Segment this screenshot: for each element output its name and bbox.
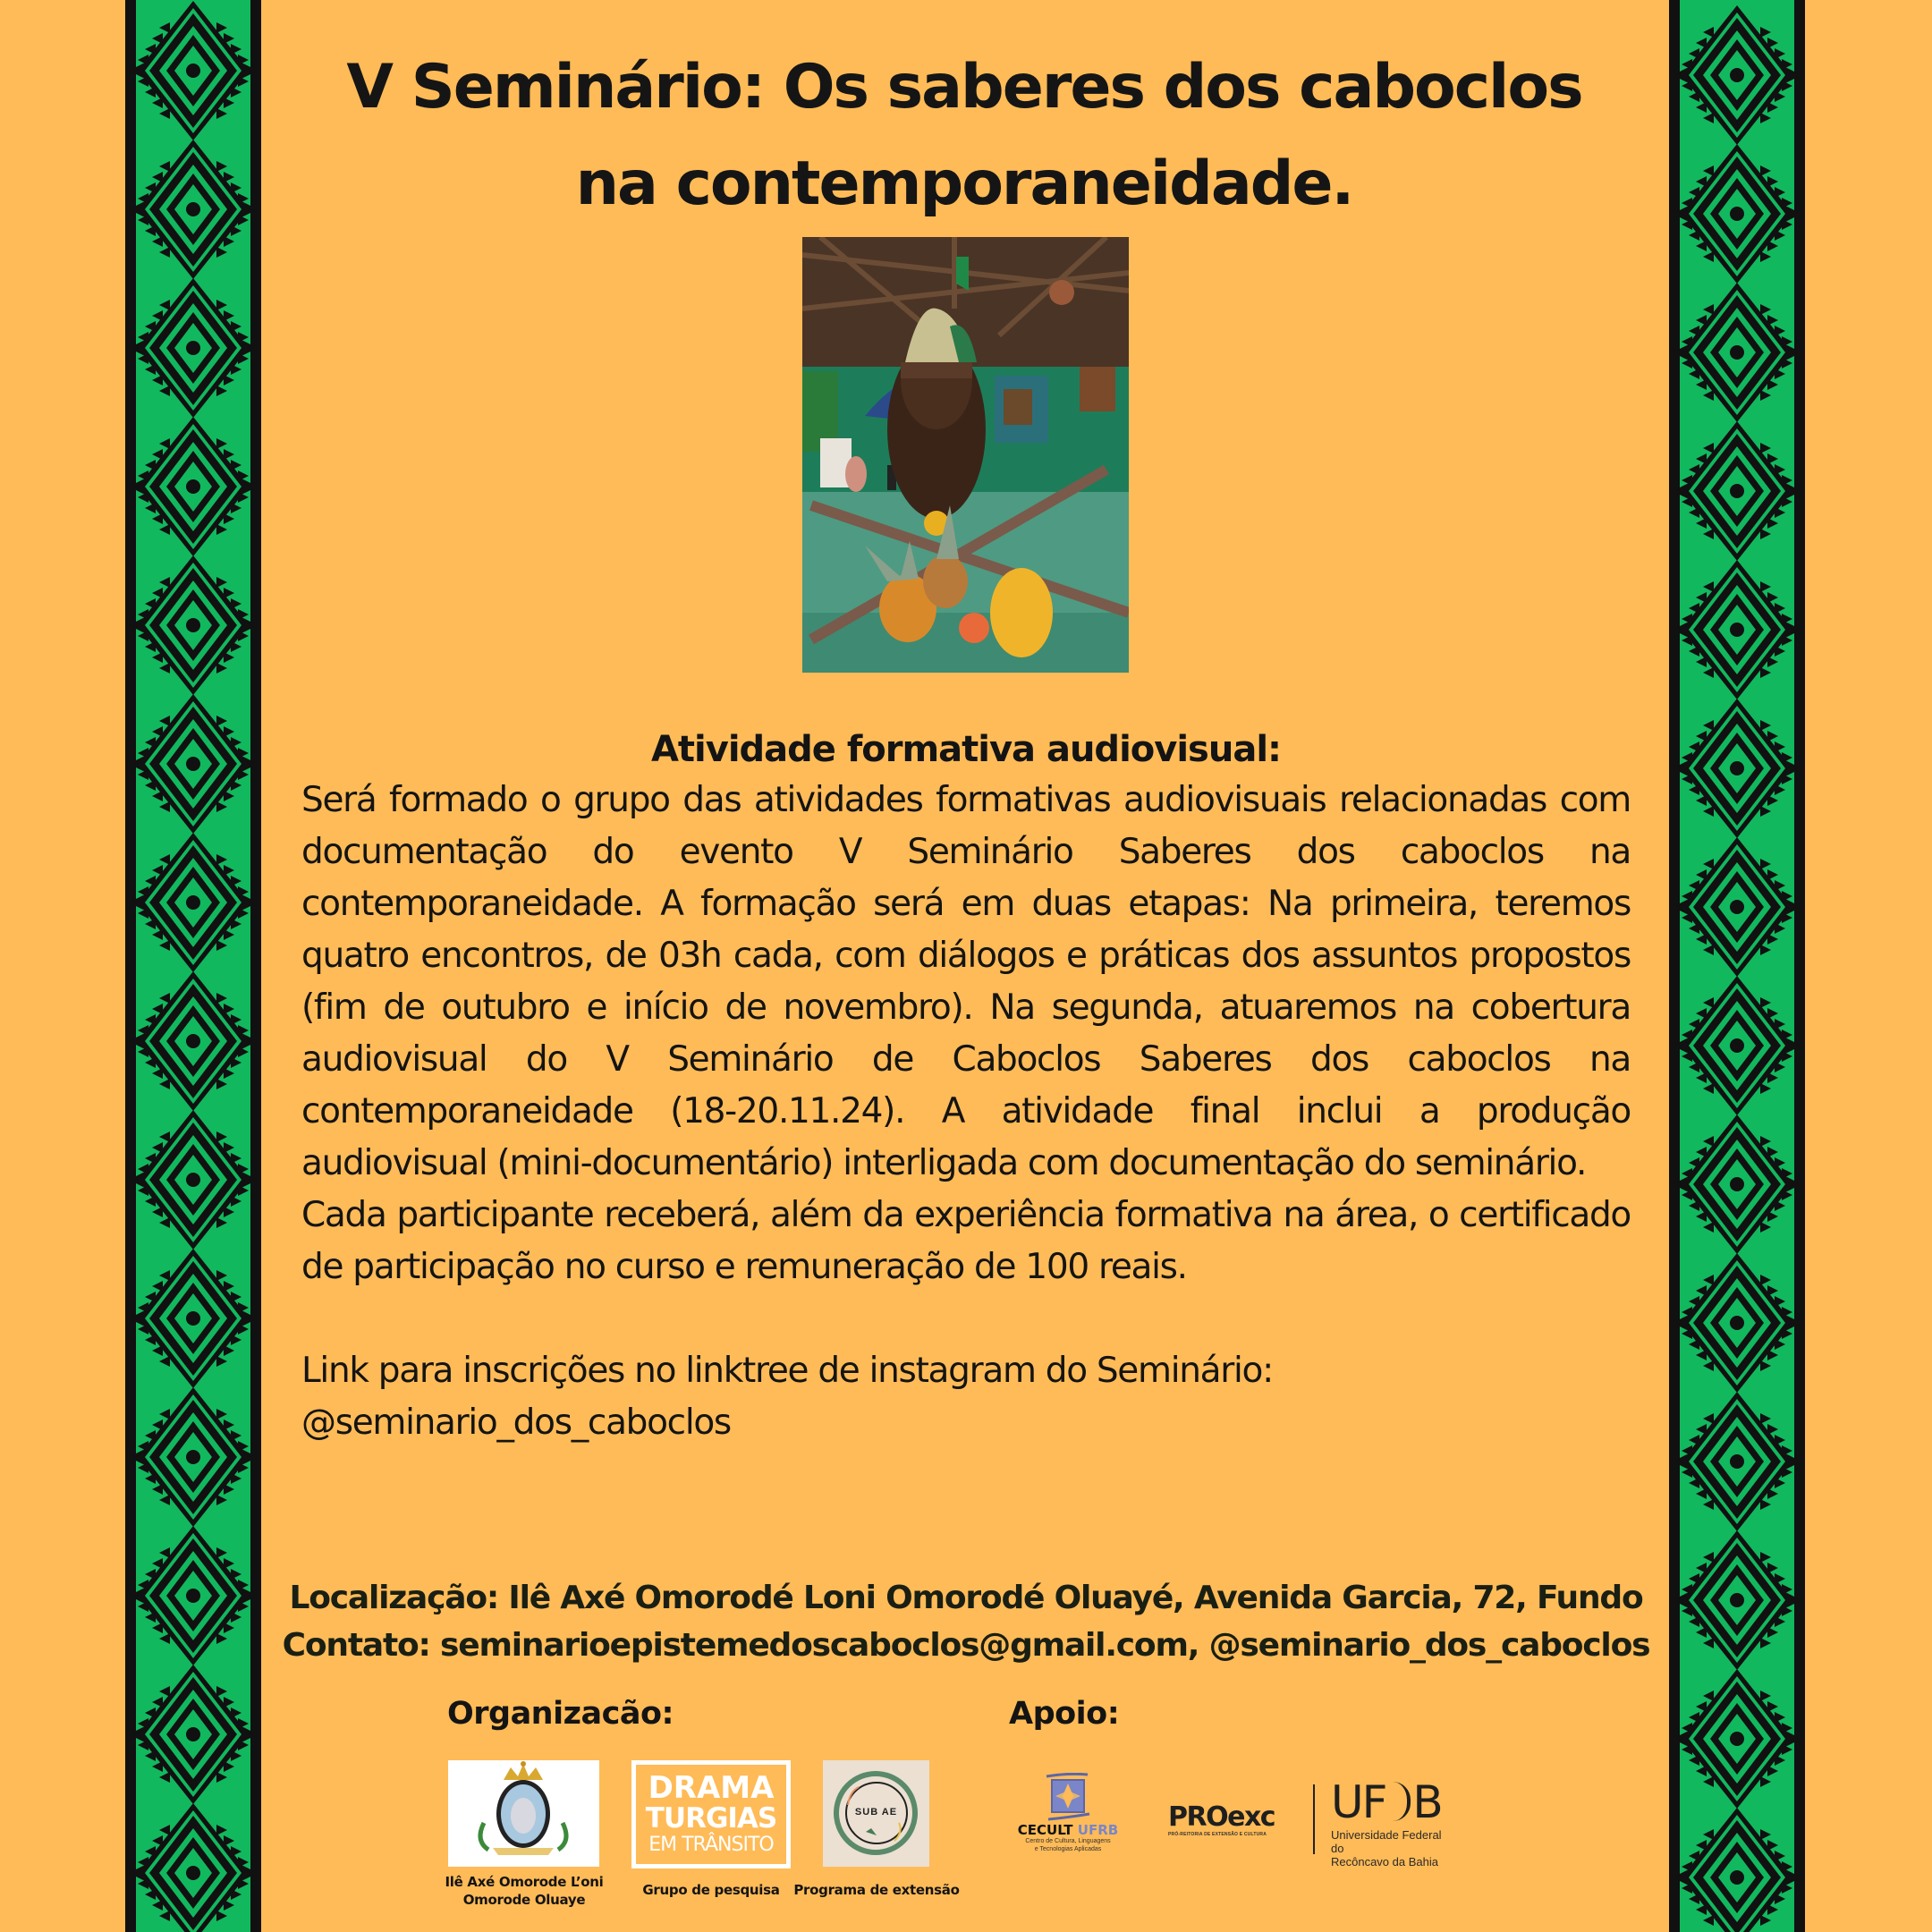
instagram-handle-link[interactable]: @seminario_dos_caboclos (301, 1402, 731, 1443)
ufrb-logo: UF B Universidade Federal do Recôncavo da Bahia (1331, 1776, 1442, 1868)
cecult-emblem-icon (1041, 1773, 1095, 1823)
activity-description (301, 775, 1631, 1449)
event-info (268, 1574, 1664, 1669)
right-ethnic-border (1669, 0, 1805, 1932)
dramaturgias-logo: DRAMA TURGIAS EM TRÂNSITO (631, 1760, 791, 1868)
title-line-2: na contemporaneidade. (575, 148, 1353, 219)
crest-icon (448, 1760, 599, 1867)
logo-divider (1313, 1784, 1315, 1854)
activity-paragraph-1: Será formado o grupo das atividades formativas audiovisuais relacionadas com documentação do evento V Seminário Saberes dos caboclos na contemporaneidade. A formação será em duas etapas: Na primeira, teremos quatro encontros, de 03h cada, com diálogos e práticas dos assuntos propostos (fim de outubro e início de novembro). Na segunda, atuaremos na cobertura audiovisual do V Seminário de Caboclos Saberes dos caboclos na contemporaneidade (18-20.11.24). A atividade final inclui a produção audiovisual (mini-documentário) interligada com documentação do seminário. (301, 780, 1631, 1183)
location-text: Localização: Ilê Axé Omorodé Loni Omorodé Oluayé, Avenida Garcia, 72, Fundo (289, 1580, 1643, 1616)
ile-axe-logo (448, 1760, 599, 1867)
dramaturgias-caption: Grupo de pesquisa (642, 1882, 780, 1898)
diamond-pattern-icon (125, 0, 261, 1932)
title-line-1: V Seminário: Os saberes dos caboclos (346, 52, 1582, 123)
ile-axe-caption: Ilê Axé Omorode L’oni Omorode Oluaye (445, 1874, 604, 1908)
contact-text[interactable]: Contato: seminarioepistemedoscaboclos@gmail.com, @seminario_dos_caboclos (282, 1627, 1650, 1664)
activity-paragraph-2: Cada participante receberá, além da experiência formativa na área, o certificado de participação no curso e remuneração de 100 reais. (301, 1195, 1631, 1287)
subae-logo: SUB AE (823, 1760, 929, 1867)
registration-link-text: Link para inscrições no linktree de instagram do Seminário: (301, 1351, 1273, 1391)
left-ethnic-border (125, 0, 261, 1932)
caboclo-photo (802, 237, 1129, 673)
cecult-ufrb-logo: CECULT UFRB Centro de Cultura, Linguagens e Tecnologias Aplicadas (1005, 1773, 1131, 1858)
page-title (259, 39, 1669, 233)
ufrb-profile-icon (1387, 1782, 1411, 1821)
activity-heading: Atividade formativa audiovisual: (650, 729, 1282, 770)
diamond-pattern-icon (1669, 0, 1805, 1932)
support-label: Apoio: (1009, 1696, 1120, 1732)
organization-label: Organizacão: (447, 1696, 674, 1732)
proexc-logo: PROexc PRÓ-REITORIA DE EXTENSÃO E CULTURA (1168, 1801, 1275, 1837)
subae-caption: Programa de extensão (793, 1882, 960, 1898)
caboclo-statue-image (802, 237, 1129, 673)
